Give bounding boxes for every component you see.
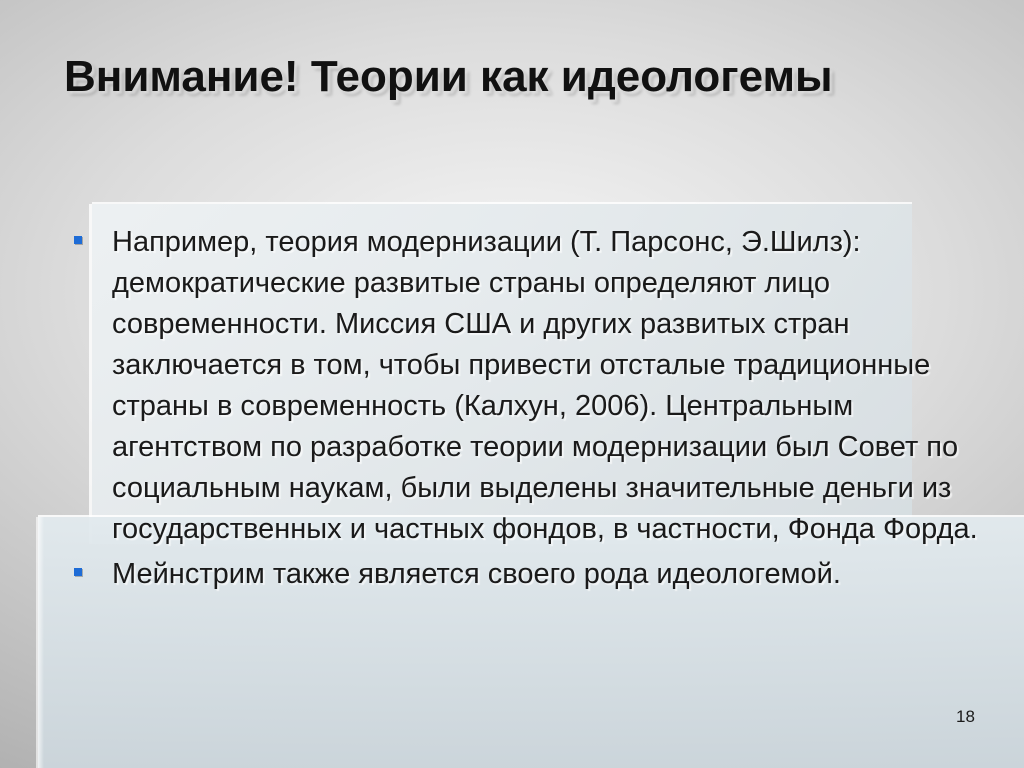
square-bullet-icon (74, 568, 82, 576)
bullet-text: Например, теория модернизации (Т. Парсонс, Э.Шилз): демократические развитые страны определяют лицо современности. Миссия США и других развитых стран заключается в том, чтобы привести отсталые традиционные страны в современность (Калхун, 2006). Центральным агентством по разработке теории модернизации был Совет по социальным наукам, были выделены значительные деньги из государственных и частных фондов, в частности, Фонда Форда. (112, 226, 978, 545)
bullet-list (70, 222, 980, 599)
bullet-item (70, 222, 980, 550)
slide-title: Внимание! Теории как идеологемы (64, 52, 833, 101)
slide-number: 18 (956, 707, 975, 726)
bullet-item (70, 554, 980, 595)
bullet-text: Мейнстрим также является своего рода идеологемой. (112, 558, 841, 590)
square-bullet-icon (74, 236, 82, 244)
